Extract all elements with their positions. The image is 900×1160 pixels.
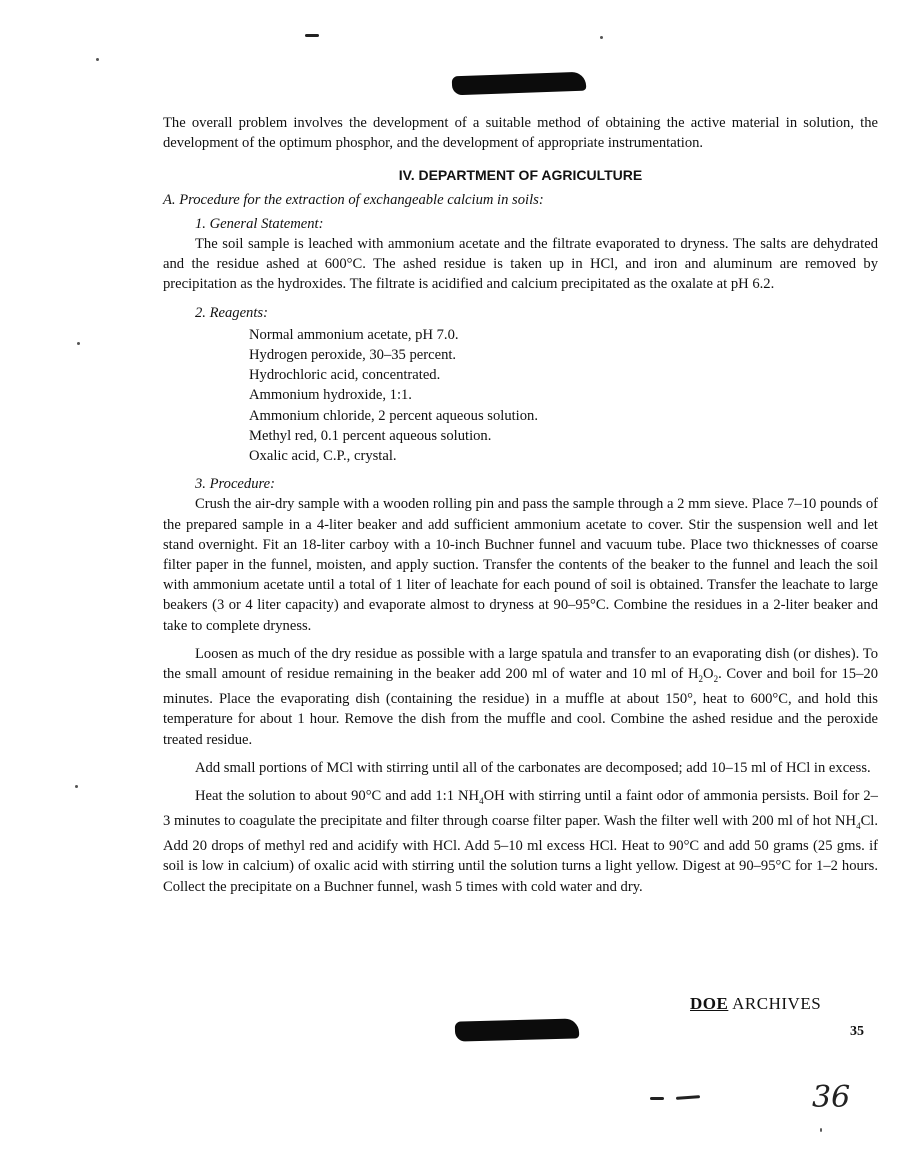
reagent-item: Normal ammonium acetate, pH 7.0. [249, 326, 459, 343]
text-run: OH with stirring until a faint odor of ammonia persists. Boil for 2–3 minutes to coagulate the precipitate and filter through coarse filter paper. Wash the filter well with 200 ml of hot NH [163, 788, 878, 830]
subscript: 2 [698, 673, 704, 684]
redaction-mark-bottom [455, 1018, 579, 1041]
handwritten-page-number: 36 [812, 1080, 851, 1115]
text-run: Cl. Add 20 drops of methyl red and acidify with HCl. Add 5–10 ml excess HCl. Heat to 90°C and add 50 grams (25 gms. if soil is low in calcium) of oxalic acid with stirring until the solution turns a light yellow. Digest at 90–95°C for 1–2 hours. Collect the precipitate on a Buchner funnel, wash 5 times with cold water and dry. [163, 813, 878, 895]
subscript: 4 [479, 795, 484, 806]
procedure-paragraph-4 [163, 786, 878, 897]
procedure-paragraph-3: Add small portions of MCl with stirring until all of the carbonates are decomposed; add 10–15 ml of HCl in excess. [195, 759, 871, 776]
reagents-list [249, 325, 878, 466]
reagent-item: Methyl red, 0.1 percent aqueous solution. [249, 427, 492, 444]
section-heading: IV. DEPARTMENT OF AGRICULTURE [398, 167, 643, 184]
general-statement-label: 1. General Statement: [195, 215, 324, 232]
archives-doe: DOE [690, 994, 729, 1013]
procedure-label: 3. Procedure: [195, 476, 275, 493]
subsection-heading: A. Procedure for the extraction of exchangeable calcium in soils: [163, 191, 544, 208]
reagent-item: Ammonium chloride, 2 percent aqueous solution. [249, 407, 538, 424]
text-run: O [703, 666, 714, 683]
archives-label: ARCHIVES [728, 994, 822, 1013]
general-statement-paragraph: The soil sample is leached with ammonium acetate and the filtrate evaporated to dryness. The salts are dehydrated and the residue ashed at 600°C. The ashed residue is taken up in HCl, and iron and aluminum are removed by precipitation as the hydroxides. The filtrate is acidified and calcium precipitated as the oxalate at pH 6.2. [163, 236, 878, 293]
top-mark [305, 34, 319, 37]
speck [820, 1128, 822, 1132]
redaction-mark-top [452, 72, 587, 96]
text-run: . Cover and boil for 15–20 minutes. Place the evaporating dish (containing the residue) in a muffle at about 150°, heat to 600°C, and hold this temperature for about 1 hour. Remove the dish from the muffle and cool. Combine the ashed residue and the peroxide treated residue. [163, 666, 878, 748]
procedure-paragraph-1: Crush the air-dry sample with a wooden rolling pin and pass the sample through a 2 mm sieve. Place 7–10 pounds of the prepared sample in a 4-liter beaker and add sufficient ammonium acetate to cover. Stir the suspension well and let stand overnight. Fit an 18-liter carboy with a 10-inch Buchner funnel and vacuum tube. Place two thicknesses of coarse filter paper in the funnel, moisten, and apply suction. Transfer the contents of the beaker to the funnel and leach the soil with ammonium acetate until a total of 1 liter of leachate for each pound of soil is obtained. Transfer the leachate to large beakers (3 or 4 liter capacity) and evaporate almost to dryness at 90–95°C. Combine the residues in a 2-liter beaker and take to complete dryness. [163, 496, 878, 634]
text-run: Loosen as much of the dry residue as possible with a large spatula and transfer to an evaporating dish (or dishes). To the small amount of residue remaining in the beaker add 200 ml of water and 10 ml of H [163, 645, 878, 683]
handwritten-dash [676, 1095, 700, 1100]
subscript: 4 [856, 821, 861, 832]
subscript: 2 [713, 673, 719, 684]
reagent-item: Ammonium hydroxide, 1:1. [249, 387, 412, 404]
speck [600, 36, 603, 39]
speck [75, 785, 78, 788]
handwritten-dash [650, 1097, 664, 1100]
reagent-item: Hydrochloric acid, concentrated. [249, 367, 441, 384]
text-run: Heat the solution to about 90°C and add 1:1 NH [195, 788, 480, 804]
procedure-paragraph-2 [163, 644, 878, 750]
speck [96, 58, 99, 61]
reagent-item: Hydrogen peroxide, 30–35 percent. [249, 347, 457, 364]
speck [77, 342, 80, 345]
intro-paragraph: The overall problem involves the development of a suitable method of obtaining the active material in solution, the development of the optimum phosphor, and the development of appropriate instrumentation. [163, 115, 878, 152]
reagents-label: 2. Reagents: [195, 304, 268, 321]
archives-stamp [690, 994, 821, 1014]
page-number: 35 [850, 1024, 864, 1039]
reagent-item: Oxalic acid, C.P., crystal. [249, 448, 397, 465]
document-body [163, 113, 878, 897]
